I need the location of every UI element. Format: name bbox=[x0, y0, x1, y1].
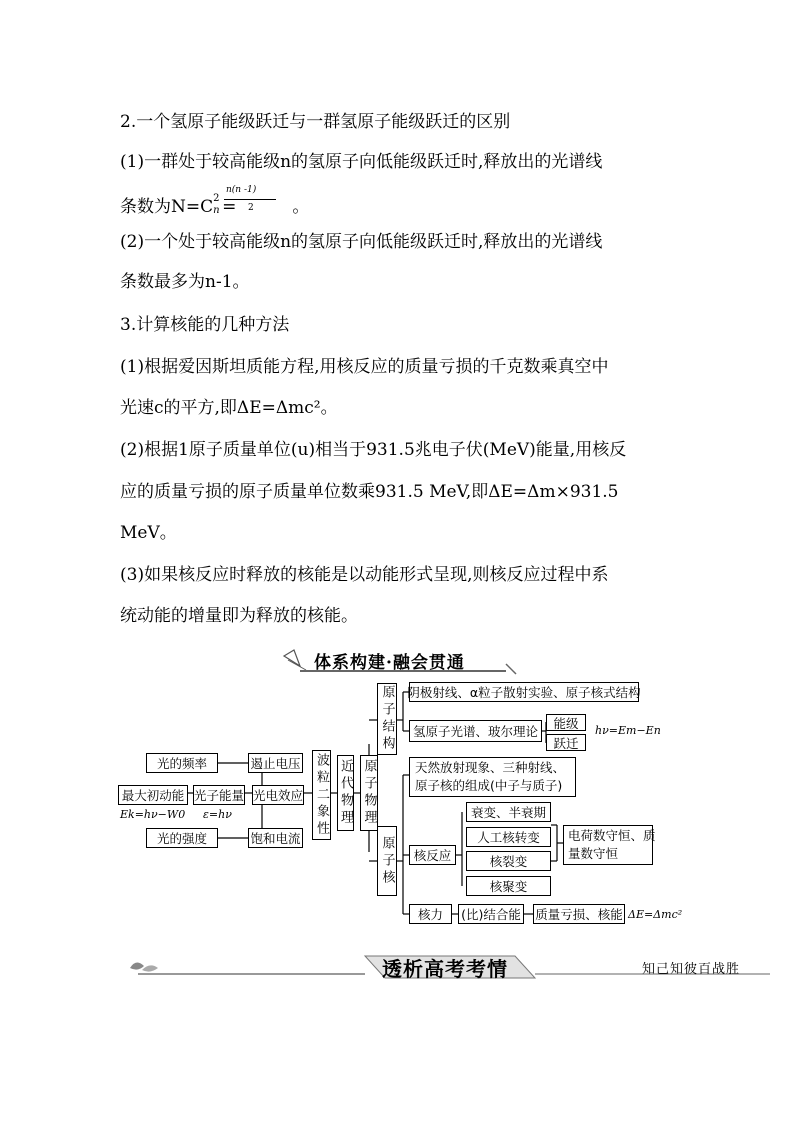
node-transition: 跃迁 bbox=[546, 734, 586, 751]
paragraph-line: (2)一个处于较高能级n的氢原子向低能级跃迁时,释放出的光谱线 bbox=[120, 232, 603, 252]
node-composition-line: 原子核的组成(中子与质子) bbox=[415, 778, 563, 793]
node-artificial: 人工核转变 bbox=[466, 827, 551, 847]
footer-banner-slogan: 知己知彼百战胜 bbox=[642, 962, 741, 977]
paragraph-line: (2)根据1原子质量单位(u)相当于931.5兆电子伏(MeV)能量,用核反 bbox=[120, 440, 627, 460]
node-reaction: 核反应 bbox=[409, 845, 456, 865]
formula-prefix: 条数为N=C bbox=[120, 197, 214, 217]
formula-ek: Ek=hν−W0 bbox=[120, 808, 186, 821]
node-spectrum: 氢原子光谱、玻尔理论 bbox=[409, 720, 542, 742]
paragraph-line: 统动能的增量即为释放的核能。 bbox=[120, 606, 358, 626]
node-radiation-composition bbox=[409, 757, 576, 797]
paragraph-line: 条数最多为n-1。 bbox=[120, 272, 250, 292]
paragraph-line: 应的质量亏损的原子质量单位数乘931.5 MeV,即ΔE=Δm×931.5 bbox=[120, 482, 619, 502]
node-photoelectric: 光电效应 bbox=[252, 785, 304, 805]
node-nucleus: 原子核 bbox=[377, 826, 397, 896]
node-fusion: 核聚变 bbox=[466, 876, 551, 896]
node-atomic-physics: 原子物理 bbox=[360, 755, 378, 831]
footer-banner-title: 透析高考考情 bbox=[382, 957, 508, 981]
formula-sup: 2 bbox=[213, 193, 220, 204]
node-energy-level: 能级 bbox=[546, 714, 586, 731]
node-force: 核力 bbox=[409, 904, 452, 924]
node-atomic-structure: 原子结构 bbox=[377, 683, 397, 755]
section-heading-2: 2.一个氢原子能级跃迁与一群氢原子能级跃迁的区别 bbox=[120, 112, 511, 132]
formula-sub: n bbox=[213, 205, 220, 216]
node-intensity: 光的强度 bbox=[146, 828, 218, 848]
paragraph-line: 光速c的平方,即ΔE=Δmc²。 bbox=[120, 398, 338, 418]
node-freq: 光的频率 bbox=[146, 753, 218, 773]
node-max-ke: 最大初动能 bbox=[118, 785, 188, 805]
fraction-denominator: 2 bbox=[248, 203, 254, 213]
node-binding: (比)结合能 bbox=[458, 904, 524, 924]
formula-eps: ε=hν bbox=[203, 808, 232, 821]
node-cathode: 阴极射线、α粒子散射实验、原子核式结构 bbox=[409, 682, 639, 702]
formula-eq: = bbox=[222, 197, 237, 217]
node-conservation-line2: 量数守恒 bbox=[568, 846, 619, 861]
paragraph-line: (1)一群处于较高能级n的氢原子向低能级跃迁时,释放出的光谱线 bbox=[120, 152, 603, 172]
node-radiation-line: 天然放射现象、三种射线、 bbox=[415, 760, 566, 775]
node-stop-voltage: 遏止电压 bbox=[248, 753, 303, 773]
node-conservation bbox=[563, 825, 656, 865]
formula-hv: hν=Em−En bbox=[595, 724, 661, 737]
node-conservation-line1: 电荷数守恒、质 bbox=[568, 828, 656, 843]
banner-title: 体系构建·融会贯通 bbox=[314, 653, 465, 673]
paragraph-line: (3)如果核反应时释放的核能是以动能形式呈现,则核反应过程中系 bbox=[120, 565, 609, 585]
node-fission: 核裂变 bbox=[466, 851, 551, 871]
node-saturation: 饱和电流 bbox=[248, 828, 303, 848]
section-heading-3: 3.计算核能的几种方法 bbox=[120, 315, 290, 335]
paragraph-line: MeV。 bbox=[120, 523, 177, 543]
paragraph-line: (1)根据爱因斯坦质能方程,用核反应的质量亏损的千克数乘真空中 bbox=[120, 357, 609, 377]
formula-de: ΔE=Δmc² bbox=[628, 908, 683, 921]
node-wave-particle: 波粒二象性 bbox=[312, 750, 331, 840]
node-modern-physics: 近代物理 bbox=[337, 755, 354, 831]
node-decay: 衰变、半衰期 bbox=[466, 802, 551, 822]
node-mass-defect: 质量亏损、核能 bbox=[533, 904, 625, 924]
formula-end: 。 bbox=[292, 197, 310, 217]
fraction-numerator: n(n -1) bbox=[226, 185, 257, 195]
node-photon-energy: 光子能量 bbox=[193, 785, 245, 805]
